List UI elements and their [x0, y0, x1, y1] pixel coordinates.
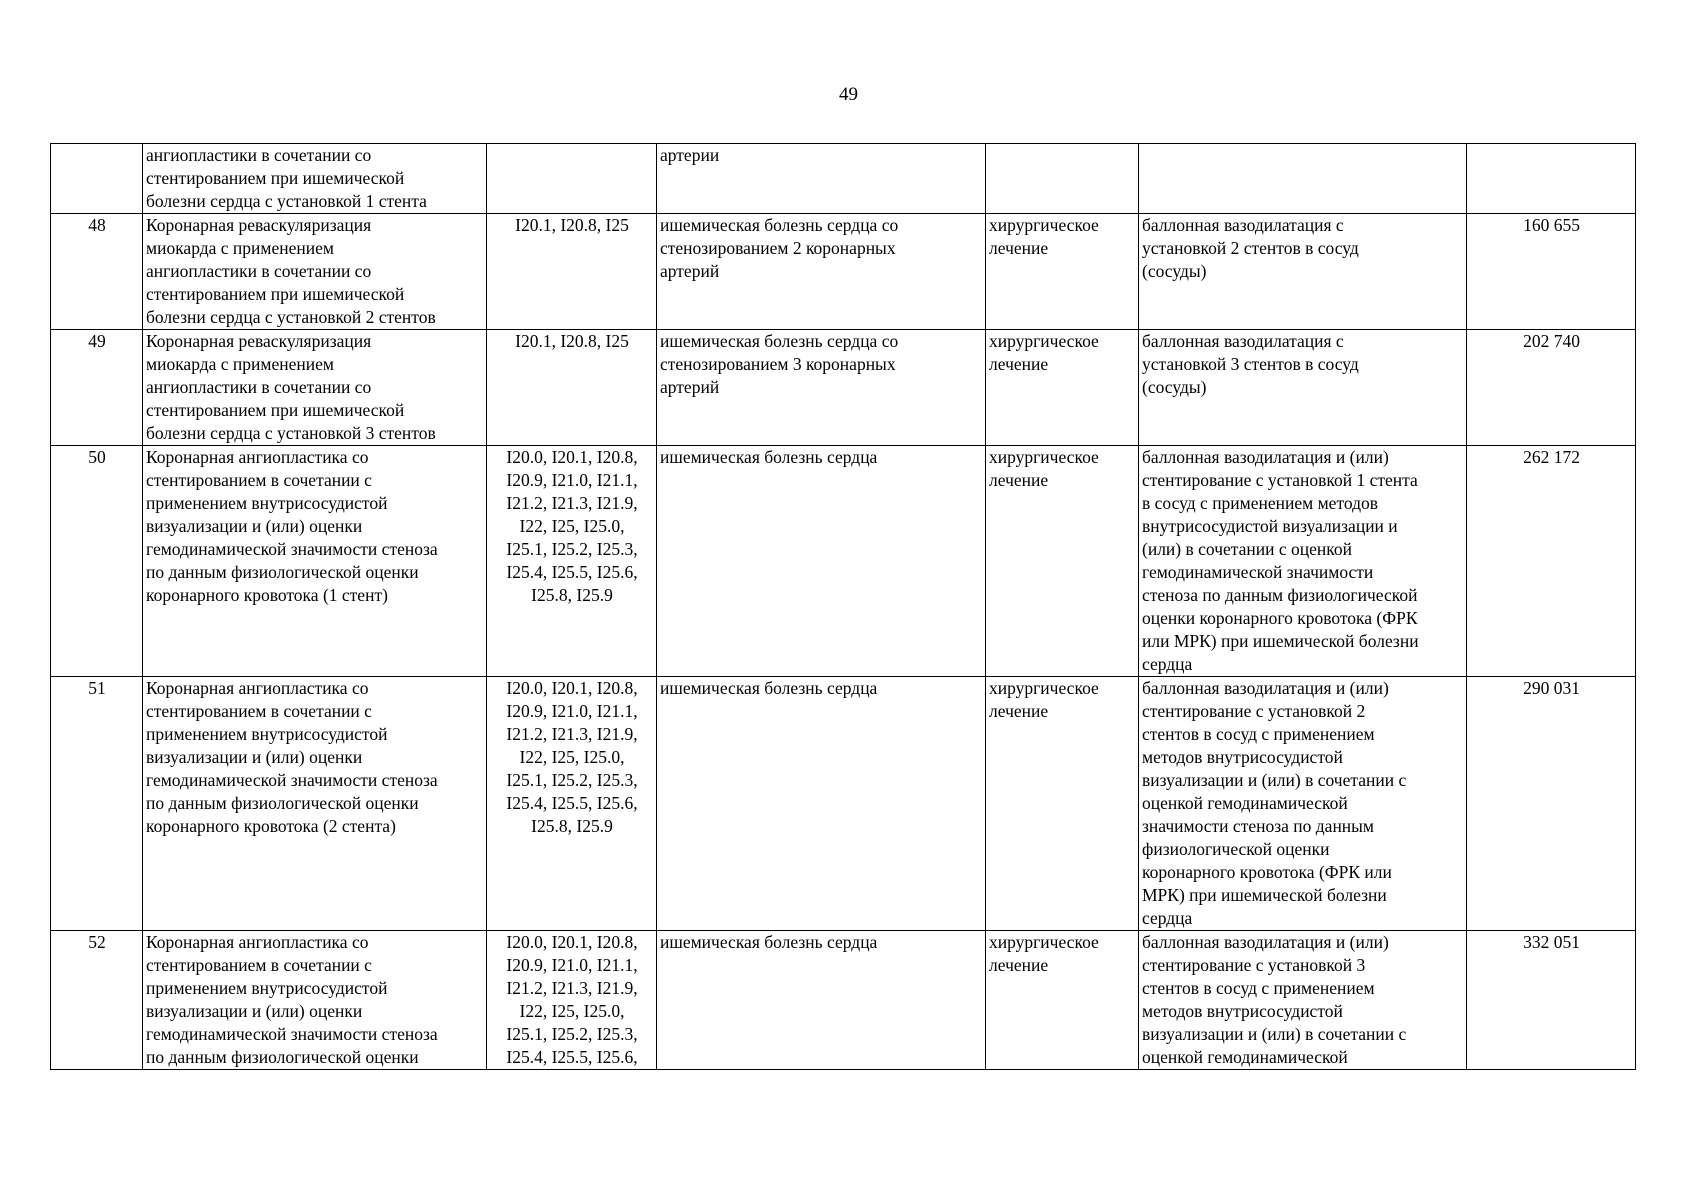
- cost-cell: 262 172: [1467, 446, 1636, 677]
- diagnosis-cell: ишемическая болезнь сердца со стенозированием 2 коронарных артерий: [657, 214, 986, 330]
- icd-codes-cell: I20.1, I20.8, I25: [487, 330, 657, 446]
- table-row: [51, 446, 1636, 677]
- row-number-cell: 50: [51, 446, 143, 677]
- treatment-method-cell: баллонная вазодилатация с установкой 3 стентов в сосуд (сосуды): [1139, 330, 1467, 446]
- medical-care-table: [50, 143, 1636, 1070]
- treatment-method-cell: баллонная вазодилатация и (или) стентирование с установкой 3 стентов в сосуд с применением методов внутрисосудистой визуализации и (или) в сочетании с оценкой гемодинамической: [1139, 931, 1467, 1070]
- intervention-name-cell: Коронарная ангиопластика со стентированием в сочетании с применением внутрисосудистой визуализации и (или) оценки гемодинамической значимости стеноза по данным физиологической оценки коронарного кровотока (1 стент): [143, 446, 487, 677]
- icd-codes-cell: [487, 144, 657, 214]
- treatment-method-cell: [1139, 144, 1467, 214]
- diagnosis-cell: ишемическая болезнь сердца: [657, 931, 986, 1070]
- cost-cell: 290 031: [1467, 677, 1636, 931]
- cost-cell: 160 655: [1467, 214, 1636, 330]
- treatment-type-cell: хирургическое лечение: [986, 214, 1139, 330]
- icd-codes-cell: I20.1, I20.8, I25: [487, 214, 657, 330]
- row-number-cell: [51, 144, 143, 214]
- intervention-name-cell: Коронарная реваскуляризация миокарда с применением ангиопластики в сочетании со стентированием при ишемической болезни сердца с установкой 2 стентов: [143, 214, 487, 330]
- treatment-type-cell: [986, 144, 1139, 214]
- row-number-cell: 52: [51, 931, 143, 1070]
- row-number-cell: 51: [51, 677, 143, 931]
- row-number-cell: 49: [51, 330, 143, 446]
- treatment-method-cell: баллонная вазодилатация и (или) стентирование с установкой 1 стента в сосуд с применением методов внутрисосудистой визуализации и (или) в сочетании с оценкой гемодинамической значимости стеноза по данным физиологической оценки коронарного кровотока (ФРК или МРК) при ишемической болезни сердца: [1139, 446, 1467, 677]
- table-row: [51, 931, 1636, 1070]
- diagnosis-cell: ишемическая болезнь сердца: [657, 677, 986, 931]
- diagnosis-cell: ишемическая болезнь сердца со стенозированием 3 коронарных артерий: [657, 330, 986, 446]
- intervention-name-cell: Коронарная реваскуляризация миокарда с применением ангиопластики в сочетании со стентированием при ишемической болезни сердца с установкой 3 стентов: [143, 330, 487, 446]
- cost-cell: [1467, 144, 1636, 214]
- table-row: [51, 214, 1636, 330]
- cost-cell: 202 740: [1467, 330, 1636, 446]
- intervention-name-cell: ангиопластики в сочетании со стентированием при ишемической болезни сердца с установкой 1 стента: [143, 144, 487, 214]
- icd-codes-cell: I20.0, I20.1, I20.8, I20.9, I21.0, I21.1, I21.2, I21.3, I21.9, I22, I25, I25.0, I25.1, I25.2, I25.3, I25.4, I25.5, I25.6, I25.8, I25.9: [487, 677, 657, 931]
- treatment-method-cell: баллонная вазодилатация и (или) стентирование с установкой 2 стентов в сосуд с применением методов внутрисосудистой визуализации и (или) в сочетании с оценкой гемодинамической значимости стеноза по данным физиологической оценки коронарного кровотока (ФРК или МРК) при ишемической болезни сердца: [1139, 677, 1467, 931]
- table-row: [51, 330, 1636, 446]
- icd-codes-cell: I20.0, I20.1, I20.8, I20.9, I21.0, I21.1, I21.2, I21.3, I21.9, I22, I25, I25.0, I25.1, I25.2, I25.3, I25.4, I25.5, I25.6,: [487, 931, 657, 1070]
- treatment-type-cell: хирургическое лечение: [986, 330, 1139, 446]
- icd-codes-cell: I20.0, I20.1, I20.8, I20.9, I21.0, I21.1, I21.2, I21.3, I21.9, I22, I25, I25.0, I25.1, I25.2, I25.3, I25.4, I25.5, I25.6, I25.8, I25.9: [487, 446, 657, 677]
- page-number: 49: [839, 84, 858, 105]
- cost-cell: 332 051: [1467, 931, 1636, 1070]
- treatment-type-cell: хирургическое лечение: [986, 446, 1139, 677]
- row-number-cell: 48: [51, 214, 143, 330]
- diagnosis-cell: артерии: [657, 144, 986, 214]
- treatment-type-cell: хирургическое лечение: [986, 931, 1139, 1070]
- table-row: [51, 144, 1636, 214]
- treatment-method-cell: баллонная вазодилатация с установкой 2 стентов в сосуд (сосуды): [1139, 214, 1467, 330]
- diagnosis-cell: ишемическая болезнь сердца: [657, 446, 986, 677]
- intervention-name-cell: Коронарная ангиопластика со стентированием в сочетании с применением внутрисосудистой визуализации и (или) оценки гемодинамической значимости стеноза по данным физиологической оценки коронарного кровотока (2 стента): [143, 677, 487, 931]
- intervention-name-cell: Коронарная ангиопластика со стентированием в сочетании с применением внутрисосудистой визуализации и (или) оценки гемодинамической значимости стеноза по данным физиологической оценки: [143, 931, 487, 1070]
- treatment-type-cell: хирургическое лечение: [986, 677, 1139, 931]
- table-row: [51, 677, 1636, 931]
